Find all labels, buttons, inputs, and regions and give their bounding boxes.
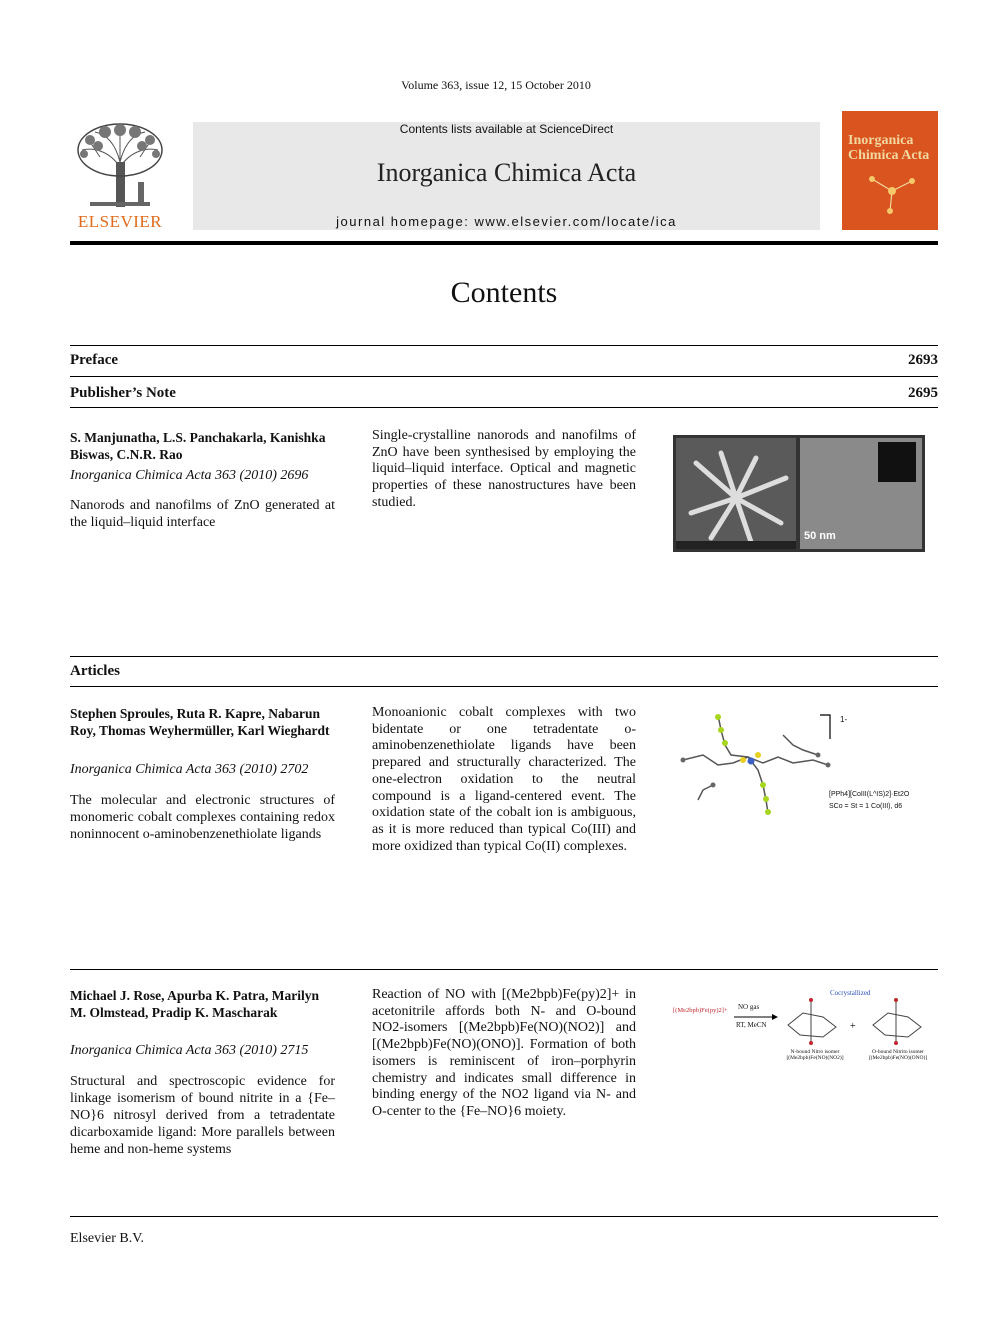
tem-panel xyxy=(800,438,922,549)
scheme-product2: O-bound Nitrito isomer [(Me2bpb)Fe(NO)(ONO)] xyxy=(868,1049,928,1061)
divider xyxy=(70,376,938,377)
entry-citation[interactable]: Inorganica Chimica Acta 363 (2010) 2715 xyxy=(70,1043,309,1058)
divider xyxy=(70,345,938,346)
entry-title[interactable]: The molecular and electronic structures of monomeric cobalt complexes containing redox noninnocent o-aminobenzenethiolate ligands xyxy=(70,793,335,842)
entry-title[interactable]: Structural and spectroscopic evidence for linkage isomerism of bound nitrite in a {Fe–NO}6 nitrosyl derived from a tetradentate dicarboxamide ligand: More parallels between heme and non-heme systems xyxy=(70,1074,335,1157)
charge-label: 1- xyxy=(840,715,848,724)
scheme-conditions: RT, MeCN xyxy=(736,1021,767,1029)
toc-label: Publisher’s Note xyxy=(70,385,176,401)
graphical-abstract-image[interactable] xyxy=(673,435,925,552)
scheme-reactant: [(Me2bpb)Fe(py)2]+ xyxy=(673,1007,728,1014)
footer-publisher: Elsevier B.V. xyxy=(70,1231,145,1246)
entry-authors: Stephen Sproules, Ruta R. Kapre, Nabarun Roy, Thomas Weyhermüller, Karl Wieghardt xyxy=(70,706,330,738)
divider xyxy=(70,969,938,970)
entry-citation[interactable]: Inorganica Chimica Acta 363 (2010) 2696 xyxy=(70,468,309,483)
entry-citation[interactable]: Inorganica Chimica Acta 363 (2010) 2702 xyxy=(70,762,309,777)
diffraction-inset xyxy=(878,442,916,482)
journal-homepage[interactable]: journal homepage: www.elsevier.com/locate/ica xyxy=(336,214,677,229)
section-articles: Articles xyxy=(70,663,120,679)
toc-label: Preface xyxy=(70,352,119,368)
toc-page: 2693 xyxy=(908,352,938,368)
scale-bar-label: 50 nm xyxy=(804,530,836,542)
divider xyxy=(70,686,938,687)
divider xyxy=(70,1216,938,1217)
issue-line: Volume 363, issue 12, 15 October 2010 xyxy=(401,78,591,92)
entry-authors: S. Manjunatha, L.S. Panchakarla, Kanishka Biswas, C.N.R. Rao xyxy=(70,430,326,462)
bracket-icon xyxy=(818,713,838,743)
scheme-crystal: Cocrystallized xyxy=(830,989,871,997)
page-title: Contents xyxy=(450,276,558,309)
toc-row-publishers-note[interactable] xyxy=(70,385,938,402)
toc-row-preface[interactable] xyxy=(70,352,938,369)
toc-page: 2695 xyxy=(908,385,938,401)
scheme-reagent: NO gas xyxy=(738,1003,760,1011)
tree-icon xyxy=(70,122,170,212)
journal-banner xyxy=(193,122,820,230)
reaction-arrow-icon xyxy=(734,1013,778,1021)
molecule-icon xyxy=(862,169,922,219)
entry-authors: Michael J. Rose, Apurba K. Patra, Marilyn M. Olmstead, Pradip K. Mascharak xyxy=(70,988,319,1020)
divider xyxy=(70,656,938,657)
publisher-logo-text: ELSEVIER xyxy=(77,212,163,231)
formula-label: [PPh4][CoIII(L^IS)2]·Et2O xyxy=(829,791,910,798)
elsevier-logo[interactable] xyxy=(70,122,170,232)
sem-panel xyxy=(676,438,796,549)
graphical-abstract-image[interactable] xyxy=(673,705,938,820)
scheme-product1: N-bound Nitro isomer [(Me2bpb)Fe(NO)(NO2)] xyxy=(786,1049,844,1061)
journal-title: Inorganica Chimica Acta xyxy=(376,158,637,187)
nitro-complexes-icon xyxy=(778,995,938,1045)
header-rule xyxy=(70,241,938,245)
contents-available: Contents lists available at ScienceDirect xyxy=(399,122,614,136)
spin-label: SCo = St = 1 Co(III), d6 xyxy=(829,803,903,810)
nanorods-icon xyxy=(676,438,796,549)
graphical-abstract-scheme[interactable] xyxy=(668,985,938,1070)
svg-text:+: + xyxy=(850,1021,856,1032)
entry-abstract: Single-crystalline nanorods and nanofilms of ZnO have been synthesised by employing the liquid–liquid interface. Optical and magnetic properties of these nanostructures have been studied. xyxy=(372,428,636,510)
divider xyxy=(70,407,938,408)
cover-title: Inorganica Chimica Acta xyxy=(848,133,930,163)
entry-abstract: Monoanionic cobalt complexes with two bidentate or one tetradentate o-aminobenzenethiolate ligands have been prepared and structurally characterized. The one-electron oxidation to the neutral compound is a ligand-centered event. The oxidation state of the cobalt ion is ambiguous, as it is more reduced than typical Co(III) and more oxidized than typical Co(II) complexes. xyxy=(372,705,636,854)
entry-title[interactable]: Nanorods and nanofilms of ZnO generated at the liquid–liquid interface xyxy=(70,498,335,530)
journal-cover-image[interactable] xyxy=(842,111,938,230)
entry-abstract: Reaction of NO with [(Me2bpb)Fe(py)2]+ in acetonitrile affords both N- and O-bound NO2-isomers [(Me2bpb)Fe(NO)(NO2)] and [(Me2bpb)Fe(NO)(ONO)]. Formation of both isomers is reminiscent of iron–porphyrin chemistry and indicates small difference in binding energy of the NO2 ligand via N- and O-center to the {Fe–NO}6 moiety. xyxy=(372,987,636,1119)
